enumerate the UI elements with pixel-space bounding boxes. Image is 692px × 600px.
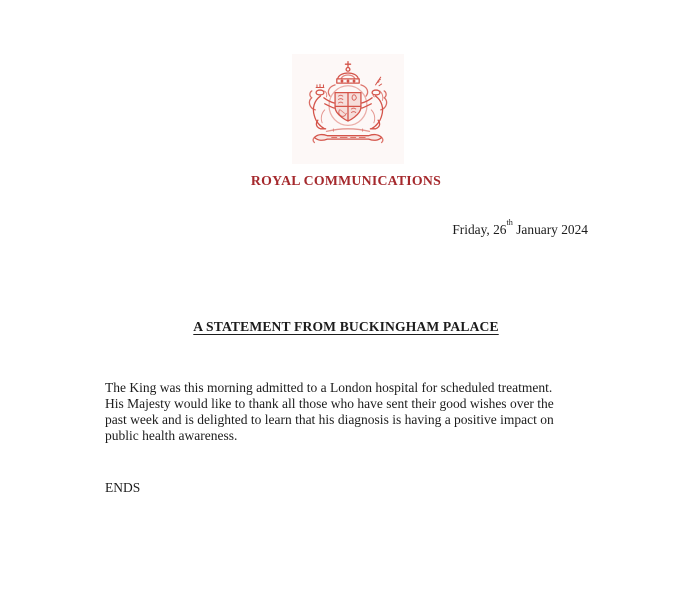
date-line [452, 217, 588, 238]
royal-coat-of-arms-icon [292, 57, 404, 161]
statement-headline: A STATEMENT FROM BUCKINGHAM PALACE [193, 319, 499, 334]
body-line-3: past week and is delighted to learn that his diagnosis is having a positive impact on [105, 412, 554, 427]
date-prefix: Friday, 26 [452, 222, 507, 237]
body-line-1: The King was this morning admitted to a London hospital for scheduled treatment. [105, 380, 553, 395]
statement-body [105, 380, 615, 444]
body-line-2: His Majesty would like to thank all those who have sent their good wishes over the [105, 396, 554, 411]
date-suffix: January 2024 [512, 222, 588, 237]
letterhead-title: ROYAL COMMUNICATIONS [250, 173, 442, 188]
body-line-4: public health awareness. [105, 428, 238, 443]
royal-crest [292, 54, 404, 164]
date-ordinal-superscript: th [506, 217, 513, 227]
ends-marker: ENDS [105, 480, 141, 495]
